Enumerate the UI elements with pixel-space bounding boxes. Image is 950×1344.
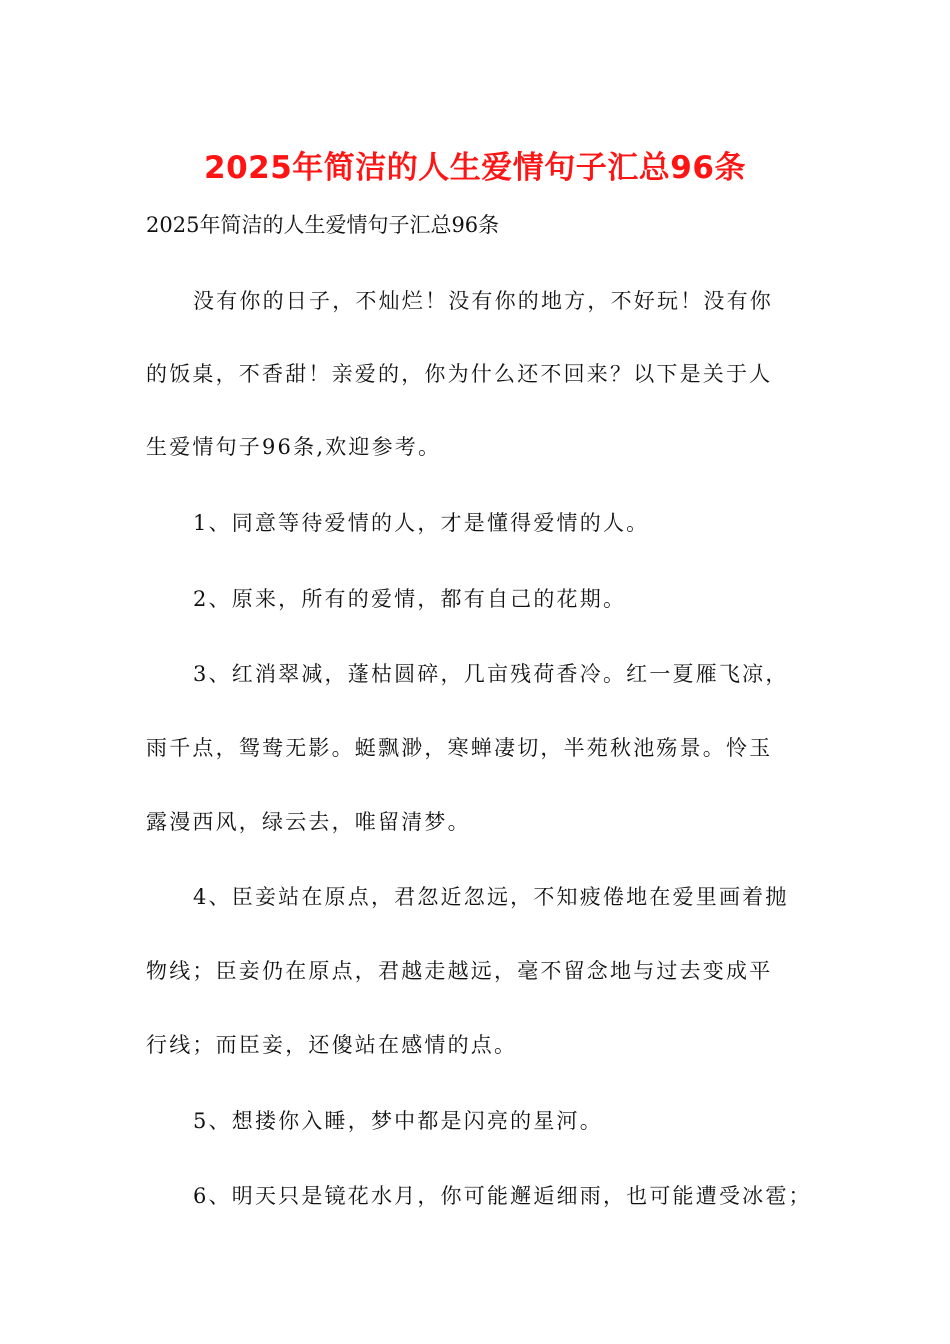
document-subtitle: 2025年简洁的人生爱情句子汇总96条 <box>146 213 500 237</box>
intro-line-2: 的饭桌，不香甜！亲爱的，你为什么还不回来？以下是关于人 <box>146 362 773 386</box>
item-4-line-2: 物线；臣妾仍在原点，君越走越远，毫不留念地与过去变成平 <box>146 959 773 983</box>
item-5-line-1: 5、想搂你入睡，梦中都是闪亮的星河。 <box>193 1109 603 1133</box>
item-3-line-3: 露漫西风，绿云去，唯留清梦。 <box>146 810 471 834</box>
item-3-line-1: 3、红消翠减，蓬枯圆碎，几亩残荷香冷。红一夏雁飞凉， <box>193 662 789 686</box>
item-3-line-2: 雨千点，鸳鸯无影。蜓飘渺，寒蝉凄切，半苑秋池殇景。怜玉 <box>146 736 773 760</box>
intro-line-1: 没有你的日子，不灿烂！没有你的地方，不好玩！没有你 <box>193 289 773 313</box>
item-4-line-1: 4、臣妾站在原点，君忽近忽远，不知疲倦地在爱里画着抛 <box>193 885 789 909</box>
intro-line-3: 生爱情句子96条,欢迎参考。 <box>146 435 442 459</box>
item-1-line-1: 1、同意等待爱情的人，才是懂得爱情的人。 <box>193 511 650 535</box>
item-2-line-1: 2、原来，所有的爱情，都有自己的花期。 <box>193 587 627 611</box>
item-6-line-1: 6、明天只是镜花水月，你可能邂逅细雨，也可能遭受冰雹； <box>193 1184 812 1208</box>
document-title: 2025年简洁的人生爱情句子汇总96条 <box>204 150 746 186</box>
item-4-line-3: 行线；而臣妾，还傻站在感情的点。 <box>146 1033 518 1057</box>
